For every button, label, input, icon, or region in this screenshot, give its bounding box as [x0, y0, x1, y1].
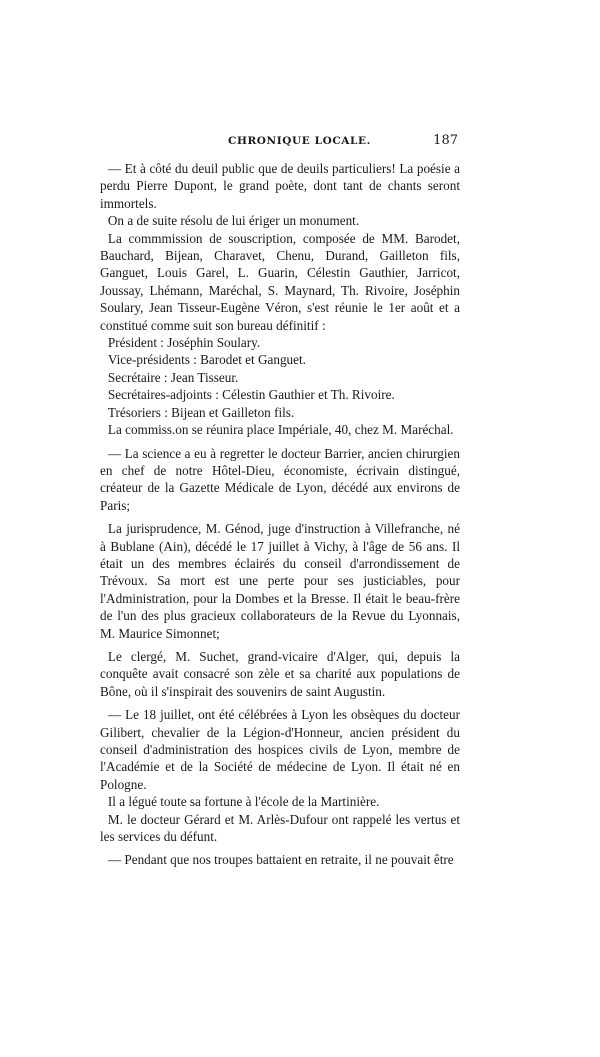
list-item-vice-presidents: Vice-présidents : Barodet et Ganguet. — [107, 352, 306, 368]
paragraph-funeral: — Le 18 juillet, ont été célébrées à Lyon les obsèques du docteur Gilibert, chevalier de la Légion-d'Honneur, ancien président du conseil d'administration des hospices civils de Lyon, membre de l'Académie et de la Société de médecine de Lyon. Il était né en Pologne. — [100, 707, 460, 792]
list-item-treasurers: Trésoriers : Bijean et Gailleton fils. — [107, 404, 295, 420]
paragraph-jurisprudence: La jurisprudence, M. Génod, juge d'instruction à Villefranche, né à Bublane (Ain), décédé le 17 juillet à Vichy, à l'âge de 56 ans. Il était un des membres éclairés du conseil d'arrondissement de Trévoux. Sa mort est une perte pour ses justiciables, pour l'Administration, pour la Dombes et la Bresse. Il était le beau-frère de l'un des plus gracieux collaborateurs de la Revue du Lyonnais, M. Maurice Simonnet; — [100, 521, 460, 641]
paragraph-clergy: Le clergé, M. Suchet, grand-vicaire d'Alger, qui, depuis la conquête avait consacré son zèle et sa charité aux populations de Bône, où il s'inspirait des souvenirs de saint Augustin. — [100, 648, 460, 699]
page-header — [100, 133, 460, 153]
paragraph-commission: La commmission de souscription, composée de MM. Barodet, Bauchard, Bijean, Charavet, Chenu, Durand, Gailleton fils, Ganguet, Louis Garel, L. Guarin, Célestin Gauthier, Jarricot, Joussay, Lhémann, Maréchal, S. Maynard, Th. Rivoire, Joséphin Soulary, Jean Tisseur-Eugène Véron, s'est réunie le 1er août et a constitué comme suit son bureau définitif : — [100, 230, 460, 333]
list-item-assistant-secretaries: Secrétaires-adjoints : Célestin Gauthier et Th. Rivoire. — [107, 387, 395, 403]
body-text — [100, 160, 460, 869]
paragraph-tributes: M. le docteur Gérard et M. Arlès-Dufour ont rappelé les vertus et les services du défunt. — [100, 811, 460, 845]
paragraph-science: — La science a eu à regretter le docteur Barrier, ancien chirurgien en chef de notre Hôtel-Dieu, économiste, écrivain distingué, créateur de la Gazette Médicale de Lyon, décédé aux environs de Paris; — [100, 445, 460, 513]
paragraph-retreat: — Pendant que nos troupes battaient en retraite, il ne pouvait être — [107, 852, 454, 868]
running-title: CHRONIQUE LOCALE. — [228, 135, 371, 147]
paragraph-monument: On a de suite résolu de lui ériger un monument. — [107, 213, 360, 229]
paragraph-meeting-place: La commiss.on se réunira place Impériale, 40, chez M. Maréchal. — [107, 422, 454, 438]
paragraph-bequest: Il a légué toute sa fortune à l'école de la Martinière. — [107, 794, 380, 810]
list-item-secretary: Secrétaire : Jean Tisseur. — [107, 369, 239, 385]
paragraph-poetry-loss: — Et à côté du deuil public que de deuils particuliers! La poésie a perdu Pierre Dupont, le grand poète, dont tant de chants seront immortels. — [100, 161, 460, 211]
page-number: 187 — [433, 133, 458, 148]
list-item-president: Président : Joséphin Soulary. — [107, 335, 261, 351]
